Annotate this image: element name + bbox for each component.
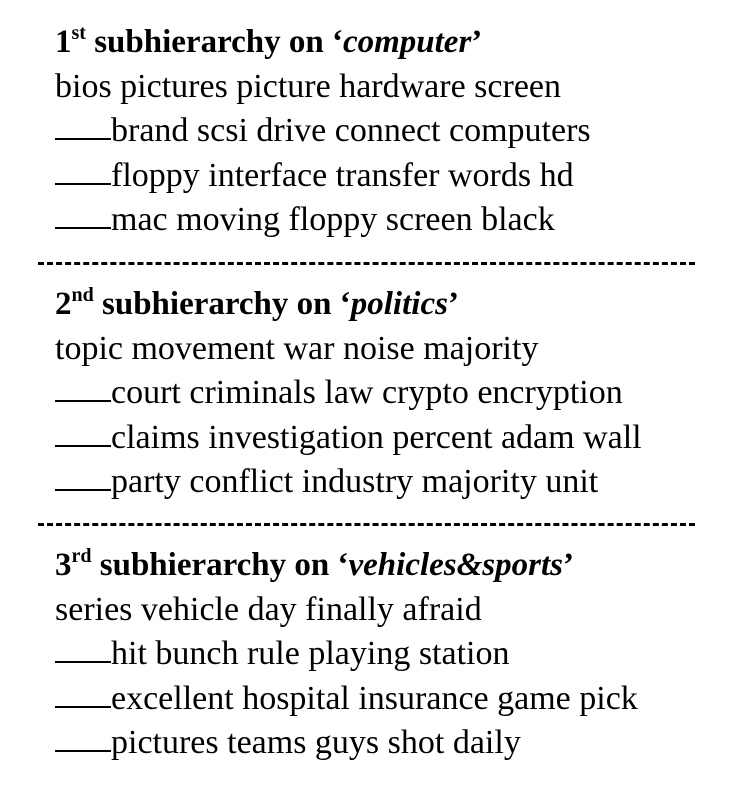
ordinal-number: 3: [55, 547, 72, 583]
indent-blank: [55, 444, 111, 447]
indent-blank: [55, 660, 111, 663]
indent-blank: [55, 226, 111, 229]
child-topic-words: pictures teams guys shot daily: [111, 724, 521, 762]
child-topic-row: [55, 677, 725, 722]
heading-close-quote: ’: [563, 547, 574, 583]
indent-blank: [55, 182, 111, 185]
child-topic-row: [55, 154, 725, 199]
child-topic-row: [55, 632, 725, 677]
ordinal-suffix: st: [71, 22, 86, 44]
child-topic-row: [55, 198, 725, 243]
dashed-divider: [38, 262, 695, 265]
child-topic-row: [55, 721, 725, 766]
topic-name: vehicles&sports: [348, 547, 563, 583]
heading-text: subhierarchy on ‘: [93, 286, 351, 322]
child-topic-words: claims investigation percent adam wall: [111, 418, 642, 456]
topic-name: computer: [342, 24, 472, 60]
subhierarchy-section-1: [55, 20, 725, 243]
child-topic-words: excellent hospital insurance game pick: [111, 679, 638, 717]
indent-blank: [55, 705, 111, 708]
ordinal-suffix: rd: [71, 545, 92, 567]
indent-blank: [55, 749, 111, 752]
child-topic-words: floppy interface transfer words hd: [111, 156, 574, 194]
indent-blank: [55, 399, 111, 402]
root-topic-words: topic movement war noise majority: [55, 329, 539, 367]
ordinal-number: 2: [55, 286, 72, 322]
heading-text: subhierarchy on ‘: [91, 547, 349, 583]
section-heading: [55, 282, 725, 327]
heading-close-quote: ’: [447, 286, 459, 322]
section-heading: [55, 543, 725, 588]
indent-blank: [55, 137, 111, 140]
child-topic-words: brand scsi drive connect computers: [111, 112, 591, 150]
heading-close-quote: ’: [471, 24, 483, 60]
root-topic-words: bios pictures picture hardware screen: [55, 67, 561, 105]
ordinal-suffix: nd: [71, 284, 94, 306]
child-topic-words: party conflict industry majority unit: [111, 463, 599, 501]
topic-name: politics: [350, 286, 448, 322]
root-topic-words: series vehicle day finally afraid: [55, 590, 482, 628]
child-topic-row: [55, 460, 725, 505]
child-topic-words: mac moving floppy screen black: [111, 201, 555, 239]
dashed-divider: [38, 523, 695, 526]
subhierarchy-section-3: [55, 543, 725, 766]
child-topic-row: [55, 416, 725, 461]
section-heading: [55, 20, 725, 65]
heading-text: subhierarchy on ‘: [85, 24, 343, 60]
ordinal-number: 1: [55, 24, 72, 60]
indent-blank: [55, 488, 111, 491]
child-topic-row: [55, 109, 725, 154]
child-topic-words: court criminals law crypto encryption: [111, 374, 623, 412]
child-topic-row: [55, 371, 725, 416]
child-topic-words: hit bunch rule playing station: [111, 635, 510, 673]
subhierarchy-section-2: [55, 282, 725, 505]
